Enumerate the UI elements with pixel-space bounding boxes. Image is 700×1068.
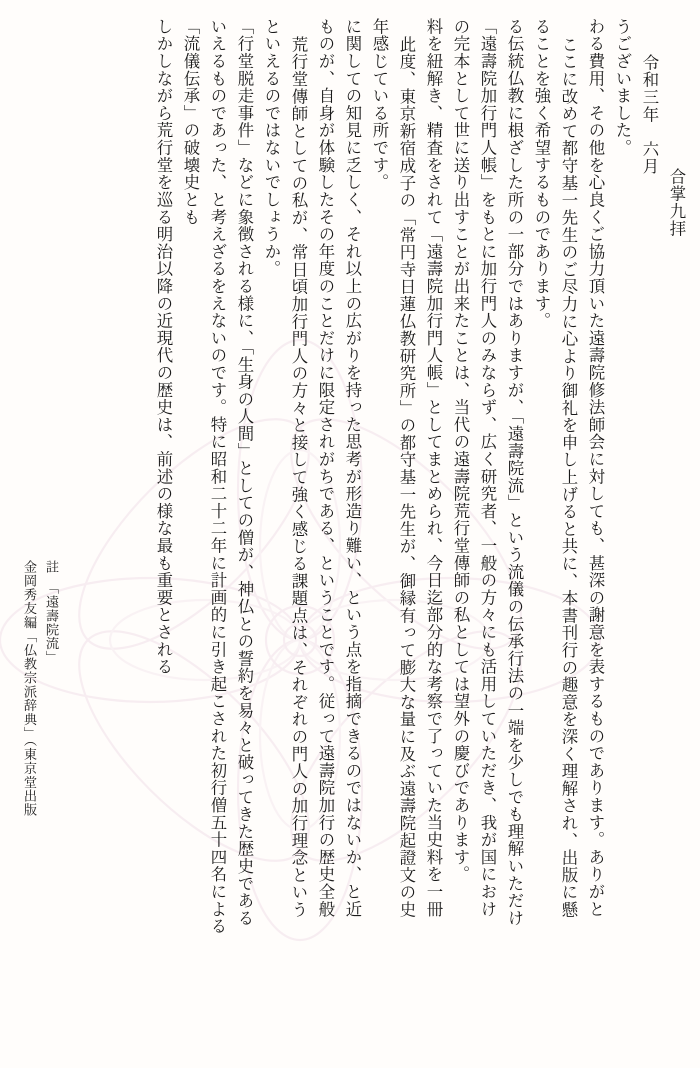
footnote-line: 註 「遠壽院流」 xyxy=(44,560,59,665)
footnote-block xyxy=(14,560,58,817)
text-column: といえるのではないでしょうか。 xyxy=(262,18,281,278)
text-column: いえるものであった、と考えざるをえないのです。特に昭和二十二年に計画的に引き起こされた初行僧五十四名による xyxy=(208,18,227,936)
text-column: 「流儀伝承」の破壊史とも xyxy=(181,18,200,226)
text-column: の完本として世に送り出すことが出来たことは、当代の遠壽院荒行堂傳師の私としては望外の慶びであります。 xyxy=(451,18,470,884)
text-column: ものが、自身が体験したその年度のことだけに限定されがちである、ということです。従って遠壽院加行の歴史全般 xyxy=(316,18,335,918)
text-column: 料を紐解き、精査をされて「遠壽院加行門人帳」としてまとめられ、今日迄部分的な考察で了っていた当史料を一冊 xyxy=(424,18,443,918)
text-column: 荒行堂傳師としての私が、常日頃加行門人の方々と接して強く感じる課題点は、それぞれの門人の加行理念という xyxy=(289,36,308,919)
text-column: うございました。 xyxy=(613,18,632,157)
text-column: 年感じている所です。 xyxy=(370,18,389,192)
text-column: に関しての知見に乏しく、それ以上の広がりを持った思考が形造り難い、という点を指摘できるのではないか、と近 xyxy=(343,18,362,918)
vertical-text-body xyxy=(144,18,684,1050)
text-column: 「行堂脱走事件」などに象徴される様に、「生身の人間」としての僧が、神仏との誓約を易々と破ってきた歴史である xyxy=(235,18,254,927)
closing-column: 合掌九拝 xyxy=(667,168,686,238)
text-column: しかしながら荒行堂を巡る明治以降の近現代の歴史は、前述の様な最も重要とされる xyxy=(154,18,173,676)
text-column: ここに改めて都守基一先生のご尽力に心より御礼を申し上げると共に、本書刊行の趣意を深く理解され、出版に懸 xyxy=(559,36,578,919)
text-column: わる費用、その他を心良くご協力頂いた遠壽院修法師会に対しても、甚深の謝意を表するものであります。ありがと xyxy=(586,18,605,918)
footnote-line: 金岡秀友編「仏教宗派辞典」（東京堂出版 xyxy=(22,560,37,817)
text-column: る伝統仏教に根ざした所の一部分ではありますが、「遠壽院流」という流儀の伝承行法の一端を少しでも理解いただけ xyxy=(505,18,524,927)
date-column: 令和三年 六月 xyxy=(640,54,659,176)
text-column: ることを強く希望するものであります。 xyxy=(532,18,551,330)
text-column: 「遠壽院加行門人帳」をもとに加行門人のみならず、広く研究者、一般の方々にも活用していただき、我が国におけ xyxy=(478,18,497,918)
text-column: 此度、東京新宿成子の「常円寺日蓮仏教研究所」の都守基一先生が、御縁有って膨大な量に及ぶ遠壽院起證文の史 xyxy=(397,36,416,919)
